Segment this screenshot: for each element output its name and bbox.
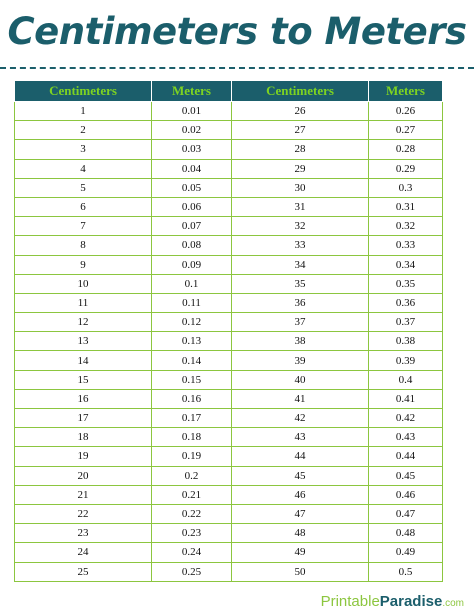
table-row: [15, 178, 443, 197]
cell-centimeters: 7: [15, 217, 152, 236]
cell-meters: 0.44: [369, 447, 443, 466]
cell-centimeters: 36: [232, 293, 369, 312]
cell-meters: 0.15: [152, 370, 232, 389]
cell-centimeters: 10: [15, 274, 152, 293]
cell-meters: 0.42: [369, 409, 443, 428]
cell-meters: 0.5: [369, 562, 443, 581]
table-row: [15, 332, 443, 351]
cell-meters: 0.24: [152, 543, 232, 562]
table-row: [15, 102, 443, 121]
table-row: [15, 351, 443, 370]
header-meters-2: Meters: [369, 81, 443, 102]
cell-meters: 0.34: [369, 255, 443, 274]
table-row: [15, 370, 443, 389]
cell-centimeters: 11: [15, 293, 152, 312]
cell-meters: 0.26: [369, 102, 443, 121]
page-title: Centimeters to Meters: [7, 10, 467, 53]
cell-centimeters: 40: [232, 370, 369, 389]
cell-centimeters: 16: [15, 389, 152, 408]
cell-meters: 0.05: [152, 178, 232, 197]
cell-meters: 0.19: [152, 447, 232, 466]
cell-meters: 0.36: [369, 293, 443, 312]
cell-centimeters: 33: [232, 236, 369, 255]
cell-meters: 0.09: [152, 255, 232, 274]
cell-meters: 0.03: [152, 140, 232, 159]
table-header-row: [15, 81, 443, 102]
cell-meters: 0.41: [369, 389, 443, 408]
table-row: [15, 121, 443, 140]
header-centimeters-2: Centimeters: [232, 81, 369, 102]
cell-centimeters: 19: [15, 447, 152, 466]
cell-meters: 0.4: [369, 370, 443, 389]
table-row: [15, 159, 443, 178]
cell-meters: 0.21: [152, 485, 232, 504]
table-row: [15, 255, 443, 274]
cell-centimeters: 24: [15, 543, 152, 562]
table-row: [15, 197, 443, 216]
cell-centimeters: 15: [15, 370, 152, 389]
cell-centimeters: 49: [232, 543, 369, 562]
table-row: [15, 217, 443, 236]
cell-centimeters: 2: [15, 121, 152, 140]
cell-meters: 0.2: [152, 466, 232, 485]
cell-meters: 0.38: [369, 332, 443, 351]
cell-centimeters: 44: [232, 447, 369, 466]
cell-centimeters: 6: [15, 197, 152, 216]
cell-centimeters: 29: [232, 159, 369, 178]
cell-centimeters: 39: [232, 351, 369, 370]
table-row: [15, 274, 443, 293]
cell-centimeters: 50: [232, 562, 369, 581]
cell-meters: 0.01: [152, 102, 232, 121]
cell-meters: 0.18: [152, 428, 232, 447]
cell-centimeters: 1: [15, 102, 152, 121]
cell-centimeters: 21: [15, 485, 152, 504]
cell-centimeters: 14: [15, 351, 152, 370]
cell-meters: 0.22: [152, 504, 232, 523]
table-row: [15, 524, 443, 543]
cell-meters: 0.08: [152, 236, 232, 255]
cell-centimeters: 26: [232, 102, 369, 121]
table-row: [15, 485, 443, 504]
cell-centimeters: 42: [232, 409, 369, 428]
cell-meters: 0.25: [152, 562, 232, 581]
cell-meters: 0.49: [369, 543, 443, 562]
cell-centimeters: 20: [15, 466, 152, 485]
cell-meters: 0.1: [152, 274, 232, 293]
header-centimeters-1: Centimeters: [15, 81, 152, 102]
cell-centimeters: 17: [15, 409, 152, 428]
cell-meters: 0.23: [152, 524, 232, 543]
cell-meters: 0.07: [152, 217, 232, 236]
cell-centimeters: 3: [15, 140, 152, 159]
cell-centimeters: 37: [232, 313, 369, 332]
cell-centimeters: 30: [232, 178, 369, 197]
cell-meters: 0.3: [369, 178, 443, 197]
cell-centimeters: 27: [232, 121, 369, 140]
cell-centimeters: 4: [15, 159, 152, 178]
cell-meters: 0.12: [152, 313, 232, 332]
cell-centimeters: 47: [232, 504, 369, 523]
cell-meters: 0.35: [369, 274, 443, 293]
cell-centimeters: 25: [15, 562, 152, 581]
cell-meters: 0.27: [369, 121, 443, 140]
cell-centimeters: 23: [15, 524, 152, 543]
cell-centimeters: 38: [232, 332, 369, 351]
cell-centimeters: 28: [232, 140, 369, 159]
cell-meters: 0.46: [369, 485, 443, 504]
cell-centimeters: 46: [232, 485, 369, 504]
brand-part-domain: .com: [442, 598, 464, 609]
cell-centimeters: 13: [15, 332, 152, 351]
cell-centimeters: 18: [15, 428, 152, 447]
cell-centimeters: 48: [232, 524, 369, 543]
cell-meters: 0.06: [152, 197, 232, 216]
table-row: [15, 428, 443, 447]
cell-centimeters: 31: [232, 197, 369, 216]
brand-logo: [321, 593, 464, 610]
table-row: [15, 562, 443, 581]
cell-centimeters: 9: [15, 255, 152, 274]
brand-part-paradise: Paradise: [379, 593, 443, 610]
cell-meters: 0.37: [369, 313, 443, 332]
cell-meters: 0.16: [152, 389, 232, 408]
cell-meters: 0.33: [369, 236, 443, 255]
cell-meters: 0.39: [369, 351, 443, 370]
cell-meters: 0.29: [369, 159, 443, 178]
table-row: [15, 140, 443, 159]
cell-meters: 0.17: [152, 409, 232, 428]
header-meters-1: Meters: [152, 81, 232, 102]
cell-meters: 0.48: [369, 524, 443, 543]
table-row: [15, 543, 443, 562]
table-row: [15, 409, 443, 428]
table-body: [15, 102, 443, 582]
table-row: [15, 504, 443, 523]
cell-meters: 0.04: [152, 159, 232, 178]
cell-meters: 0.45: [369, 466, 443, 485]
cell-centimeters: 43: [232, 428, 369, 447]
table-row: [15, 466, 443, 485]
cell-centimeters: 12: [15, 313, 152, 332]
cell-meters: 0.13: [152, 332, 232, 351]
brand-part-printable: Printable: [320, 593, 380, 610]
cell-centimeters: 22: [15, 504, 152, 523]
cell-meters: 0.28: [369, 140, 443, 159]
cell-meters: 0.32: [369, 217, 443, 236]
cell-centimeters: 5: [15, 178, 152, 197]
cell-meters: 0.31: [369, 197, 443, 216]
cell-meters: 0.11: [152, 293, 232, 312]
cell-centimeters: 41: [232, 389, 369, 408]
table-row: [15, 389, 443, 408]
table-row: [15, 236, 443, 255]
conversion-table: [14, 80, 443, 582]
cell-centimeters: 45: [232, 466, 369, 485]
cell-meters: 0.47: [369, 504, 443, 523]
cell-meters: 0.43: [369, 428, 443, 447]
cell-meters: 0.14: [152, 351, 232, 370]
table-row: [15, 447, 443, 466]
dashed-divider: [0, 67, 474, 69]
table-row: [15, 293, 443, 312]
cell-centimeters: 32: [232, 217, 369, 236]
cell-centimeters: 34: [232, 255, 369, 274]
cell-centimeters: 35: [232, 274, 369, 293]
table-row: [15, 313, 443, 332]
cell-meters: 0.02: [152, 121, 232, 140]
cell-centimeters: 8: [15, 236, 152, 255]
